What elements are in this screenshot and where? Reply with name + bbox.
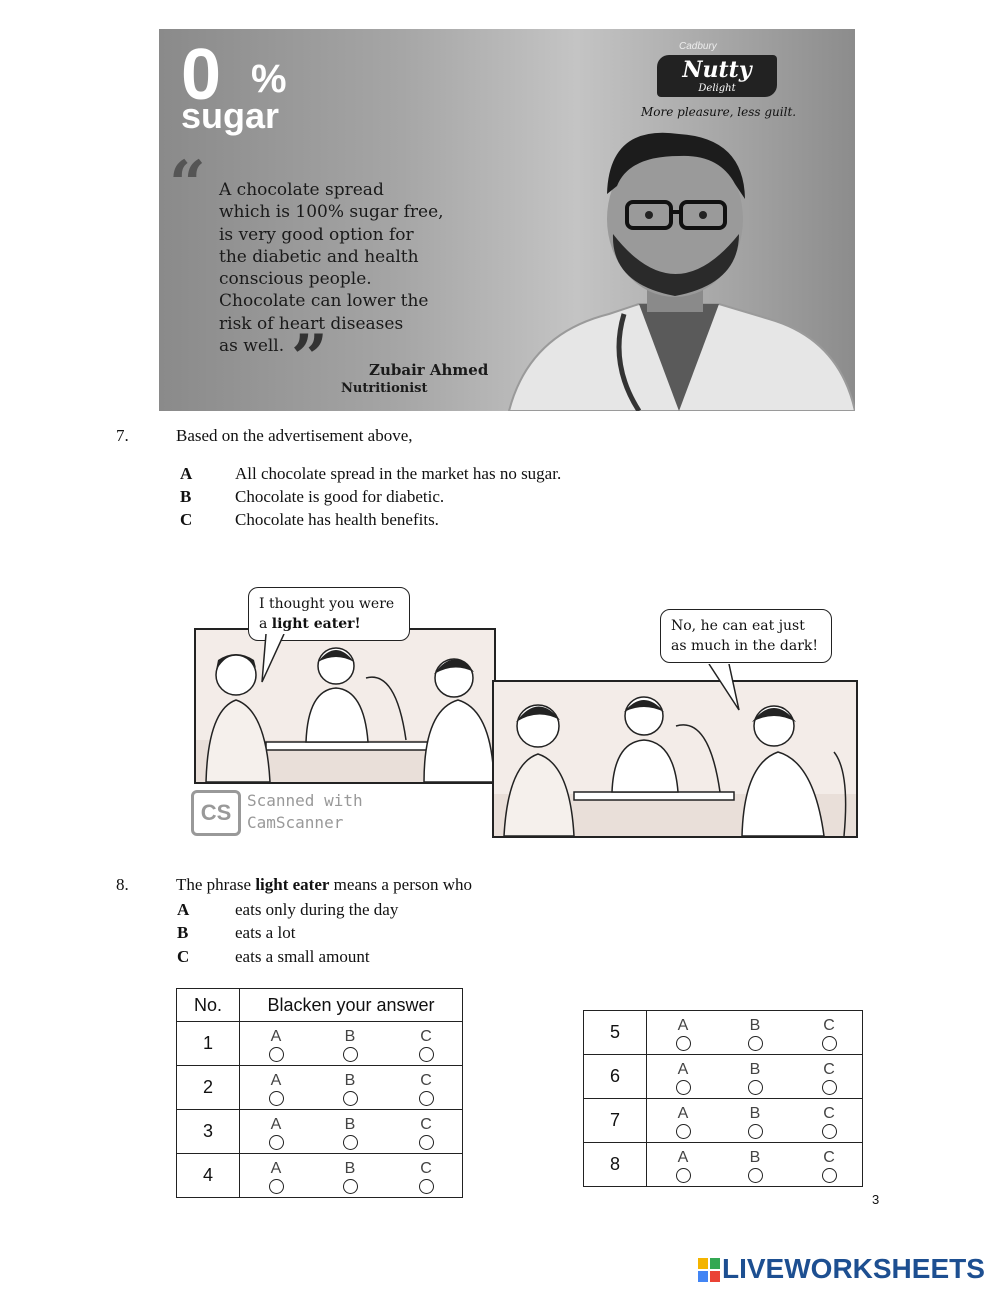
stem-pre: The phrase — [176, 875, 256, 894]
quote-line: risk of heart diseases — [219, 313, 404, 334]
bubble-circle[interactable] — [343, 1047, 358, 1062]
choice-b[interactable] — [745, 1019, 765, 1051]
choice-b[interactable] — [340, 1162, 360, 1194]
choice-c[interactable] — [416, 1162, 436, 1194]
choice-letter: A — [677, 1061, 689, 1078]
choice-c[interactable] — [819, 1019, 839, 1051]
choice-a[interactable] — [266, 1162, 286, 1194]
choice-cell — [647, 1055, 863, 1099]
badge-percent: % — [251, 57, 287, 101]
bubble-circle[interactable] — [676, 1168, 691, 1183]
table-row — [584, 1099, 863, 1143]
choice-c[interactable] — [819, 1107, 839, 1139]
comic-panel-2-art — [494, 682, 856, 836]
option-letter: B — [180, 487, 192, 506]
row-number: 6 — [584, 1055, 647, 1099]
camscanner-line-2: CamScanner — [247, 813, 344, 832]
choice-a[interactable] — [673, 1107, 693, 1139]
brand-name: Nutty — [682, 57, 752, 83]
table-row — [584, 1055, 863, 1099]
choice-letter: A — [270, 1116, 282, 1133]
page-number: 3 — [872, 1192, 880, 1207]
choice-cell — [240, 1066, 463, 1110]
camscanner-logo: CS — [191, 790, 241, 836]
choice-letter: C — [420, 1028, 432, 1045]
ad-tagline: More pleasure, less guilt. — [641, 105, 797, 119]
choice-b[interactable] — [745, 1107, 765, 1139]
liveworksheets-logo-icon — [698, 1258, 720, 1282]
choice-c[interactable] — [819, 1151, 839, 1183]
choice-letter: C — [823, 1105, 835, 1122]
bubble-1-pre: a — [259, 616, 272, 632]
choice-cell — [647, 1099, 863, 1143]
choice-letter: B — [344, 1028, 356, 1045]
option-letter: B — [177, 923, 189, 942]
nutritionist-photo — [489, 124, 855, 411]
bubble-circle[interactable] — [269, 1135, 284, 1150]
choice-letter: B — [344, 1072, 356, 1089]
choice-b[interactable] — [340, 1030, 360, 1062]
bubble-1-line-2 — [259, 614, 399, 634]
choice-cell — [240, 1022, 463, 1066]
bubble-1-line-1: I thought you were — [259, 596, 395, 612]
choice-letter: A — [270, 1028, 282, 1045]
bubble-circle[interactable] — [419, 1179, 434, 1194]
header-no: No. — [177, 989, 240, 1022]
choice-c[interactable] — [416, 1118, 436, 1150]
bubble-circle[interactable] — [822, 1080, 837, 1095]
bubble-circle[interactable] — [676, 1036, 691, 1051]
stem-post: means a person who — [329, 875, 472, 894]
choice-letter: A — [677, 1017, 689, 1034]
choice-letter: C — [823, 1017, 835, 1034]
choice-letter: A — [270, 1072, 282, 1089]
bubble-1-bold: light eater! — [271, 616, 361, 632]
choice-c[interactable] — [416, 1074, 436, 1106]
choice-letter: C — [823, 1149, 835, 1166]
quote-open-icon: “ — [169, 147, 206, 222]
bubble-circle[interactable] — [343, 1179, 358, 1194]
quote-line: the diabetic and health — [219, 246, 419, 267]
quote-line: conscious people. — [219, 269, 372, 290]
choice-letter: C — [420, 1072, 432, 1089]
bubble-circle[interactable] — [748, 1036, 763, 1051]
bubble-circle[interactable] — [269, 1047, 284, 1062]
camscanner-watermark — [247, 790, 363, 834]
choice-letter: B — [344, 1116, 356, 1133]
choice-cell — [647, 1011, 863, 1055]
quote-line: as well. — [219, 336, 285, 357]
choice-letter: C — [420, 1160, 432, 1177]
option-letter: A — [177, 900, 190, 919]
option-letter: A — [180, 464, 193, 483]
table-row — [177, 1066, 463, 1110]
choice-letter: B — [344, 1160, 356, 1177]
choice-a[interactable] — [266, 1118, 286, 1150]
choice-a[interactable] — [673, 1019, 693, 1051]
bubble-circle[interactable] — [822, 1036, 837, 1051]
stem-bold: light eater — [255, 875, 330, 894]
table-row — [584, 1011, 863, 1055]
answer-table-left — [176, 988, 463, 1198]
ad-author-role: Nutritionist — [341, 381, 428, 396]
table-row — [177, 1022, 463, 1066]
ad-author: Zubair Ahmed — [369, 361, 489, 379]
row-number: 4 — [177, 1154, 240, 1198]
bubble-circle[interactable] — [269, 1179, 284, 1194]
badge-zero: 0 — [181, 35, 222, 115]
choice-letter: B — [749, 1061, 761, 1078]
choice-letter: A — [270, 1160, 282, 1177]
choice-cell — [240, 1154, 463, 1198]
comic-panel-1 — [194, 628, 496, 784]
choice-letter: C — [420, 1116, 432, 1133]
choice-cell — [647, 1143, 863, 1187]
advertisement-image — [159, 29, 855, 411]
bubble-circle[interactable] — [419, 1091, 434, 1106]
row-number: 5 — [584, 1011, 647, 1055]
choice-c[interactable] — [416, 1030, 436, 1062]
bubble-2-line-2: as much in the dark! — [671, 638, 819, 654]
choice-b[interactable] — [745, 1151, 765, 1183]
quote-line: is very good option for — [219, 224, 414, 245]
row-number: 7 — [584, 1099, 647, 1143]
bubble-circle[interactable] — [822, 1168, 837, 1183]
row-number: 3 — [177, 1110, 240, 1154]
choice-letter: B — [749, 1105, 761, 1122]
bubble-circle[interactable] — [748, 1080, 763, 1095]
camscanner-line-1: Scanned with — [247, 791, 363, 810]
question-8-stem — [176, 875, 472, 895]
choice-a[interactable] — [266, 1074, 286, 1106]
choice-a[interactable] — [266, 1030, 286, 1062]
option-letter: C — [177, 947, 190, 966]
bubble-circle[interactable] — [676, 1124, 691, 1139]
ad-quote — [219, 179, 509, 357]
row-number: 8 — [584, 1143, 647, 1187]
bubble-circle[interactable] — [343, 1091, 358, 1106]
choice-c[interactable] — [819, 1063, 839, 1095]
choice-letter: A — [677, 1149, 689, 1166]
table-header — [177, 989, 463, 1022]
comic-panel-2 — [492, 680, 858, 838]
choice-cell — [240, 1110, 463, 1154]
table-row — [584, 1143, 863, 1187]
badge-sugar: sugar — [181, 95, 280, 136]
row-number: 1 — [177, 1022, 240, 1066]
choice-letter: C — [823, 1061, 835, 1078]
bubble-circle[interactable] — [748, 1124, 763, 1139]
speech-bubble-2 — [660, 609, 832, 663]
choice-b[interactable] — [340, 1118, 360, 1150]
choice-letter: B — [749, 1017, 761, 1034]
comic-panel-1-art — [196, 630, 494, 782]
question-7-number: 7. — [116, 426, 129, 445]
bubble-circle[interactable] — [343, 1135, 358, 1150]
choice-letter: A — [677, 1105, 689, 1122]
bubble-2-line-1: No, he can eat just — [671, 618, 805, 634]
question-7-option-c[interactable]: Chocolate has health benefits. — [235, 510, 439, 529]
choice-a[interactable] — [673, 1063, 693, 1095]
quote-line: Chocolate can lower the — [219, 291, 429, 312]
question-7-option-a[interactable]: All chocolate spread in the market has no sugar. — [235, 464, 562, 483]
question-8-option-a[interactable]: eats only during the day — [235, 900, 399, 919]
choice-b[interactable] — [745, 1063, 765, 1095]
question-7-option-b[interactable]: Chocolate is good for diabetic. — [235, 487, 445, 506]
bubble-circle[interactable] — [676, 1080, 691, 1095]
brand-maker: Cadbury — [679, 41, 717, 52]
option-letter: C — [180, 510, 193, 529]
bubble-1-tail — [260, 634, 290, 684]
brand-sub: Delight — [698, 83, 736, 94]
speech-bubble-1 — [248, 587, 410, 641]
brand-logo — [657, 55, 777, 97]
row-number: 2 — [177, 1066, 240, 1110]
answer-table-right — [583, 1010, 863, 1187]
choice-letter: B — [749, 1149, 761, 1166]
bubble-circle[interactable] — [419, 1135, 434, 1150]
choice-a[interactable] — [673, 1151, 693, 1183]
question-8-option-b[interactable]: eats a lot — [235, 923, 296, 942]
quote-line: which is 100% sugar free, — [219, 202, 444, 223]
bubble-circle[interactable] — [822, 1124, 837, 1139]
choice-b[interactable] — [340, 1074, 360, 1106]
footer-brand[interactable]: LIVEWORKSHEETS — [722, 1253, 985, 1284]
question-8-number: 8. — [116, 875, 129, 894]
question-8-option-c[interactable]: eats a small amount — [235, 947, 370, 966]
table-row — [177, 1110, 463, 1154]
quote-line: A chocolate spread — [219, 180, 384, 200]
bubble-circle[interactable] — [419, 1047, 434, 1062]
bubble-2-tail — [705, 664, 745, 714]
quote-close-icon: ” — [291, 321, 328, 396]
bubble-circle[interactable] — [269, 1091, 284, 1106]
table-row — [177, 1154, 463, 1198]
header-answer: Blacken your answer — [240, 989, 463, 1022]
bubble-circle[interactable] — [748, 1168, 763, 1183]
question-7-stem: Based on the advertisement above, — [176, 426, 413, 445]
